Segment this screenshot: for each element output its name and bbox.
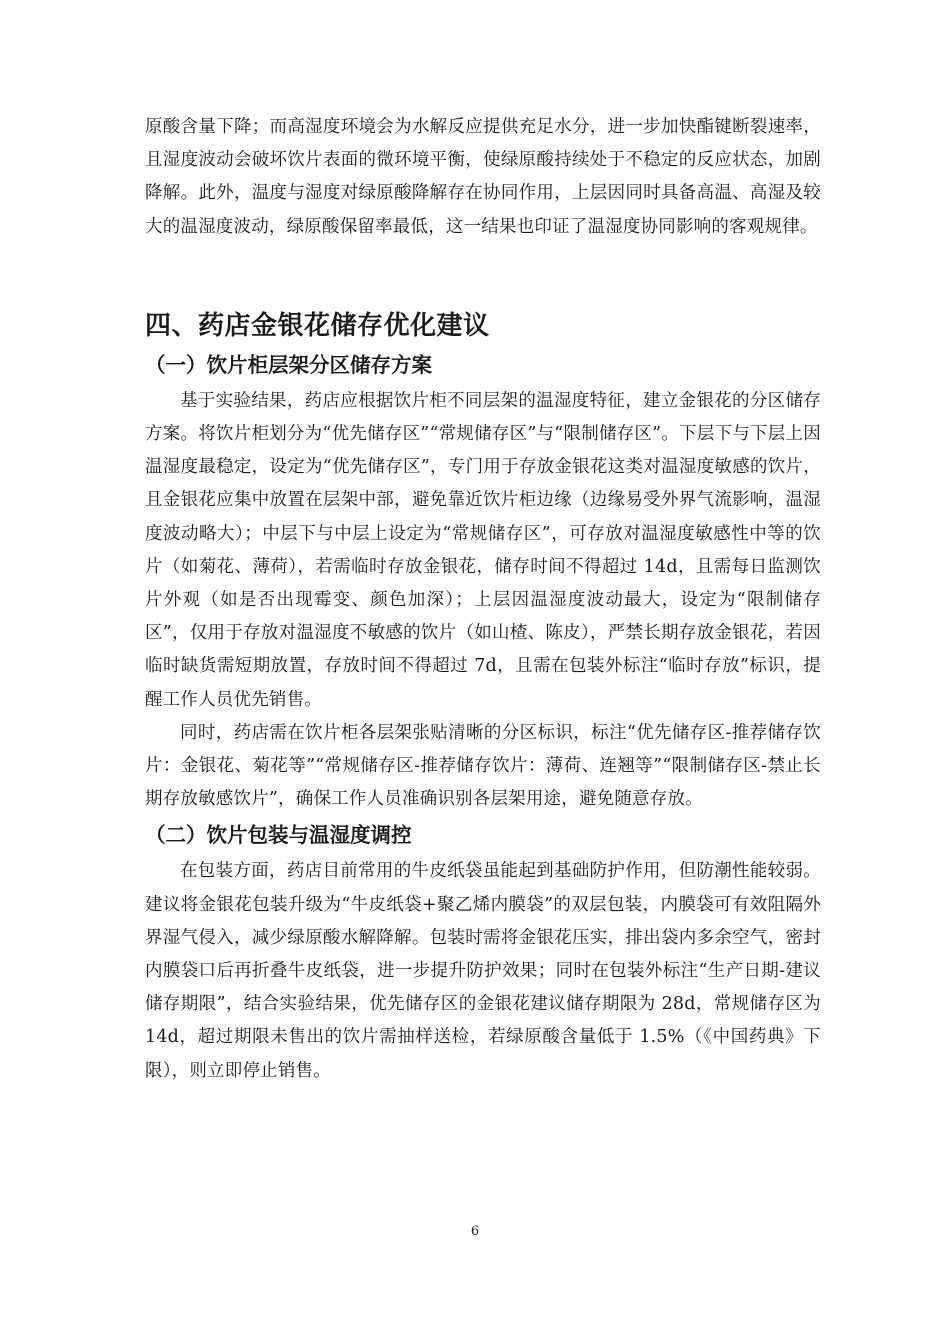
subsection-1-paragraph-2: 同时，药店需在饮片柜各层架张贴清晰的分区标识，标注“优先储存区-推荐储存饮片：金银花、菊花等”“常规储存区-推荐储存饮片：薄荷、连翘等”“限制储存区-禁止长期存放敏感饮片”，确保工作人员准确识别各层架用途，避免随意存放。 xyxy=(145,722,821,810)
subsection-title-2: （二）饮片包装与温湿度调控 xyxy=(145,823,412,848)
page-body xyxy=(145,111,821,1088)
subsection-2-paragraph-1: 在包装方面，药店目前常用的牛皮纸袋虽能起到基础防护作用，但防潮性能较弱。建议将金银花包装升级为“牛皮纸袋+聚乙烯内膜袋”的双层包装，内膜袋可有效阻隔外界湿气侵入，减少绿原酸水解降解。包装时需将金银花压实，排出袋内多余空气，密封内膜袋口后再折叠牛皮纸袋，进一步提升防护效果；同时在包装外标注“生产日期-建议储存期限”，结合实验结果，优先储存区的金银花建议储存期限为 28d，常规储存区为 14d，超过期限未售出的饮片需抽样送检，若绿原酸含量低于 1.5%（《中国药典》下限），则立即停止销售。 xyxy=(145,861,821,1081)
intro-paragraph: 原酸含量下降；而高湿度环境会为水解反应提供充足水分，进一步加快酯键断裂速率，且湿度波动会破坏饮片表面的微环境平衡，使绿原酸持续处于不稳定的反应状态，加剧降解。此外，温度与湿度对绿原酸降解存在协同作用，上层因同时具备高温、高湿及较大的温湿度波动，绿原酸保留率最低，这一结果也印证了温湿度协同影响的客观规律。 xyxy=(145,117,821,237)
section-title: 四、药店金银花储存优化建议 xyxy=(145,310,490,341)
subsection-1-paragraph-1: 基于实验结果，药店应根据饮片柜不同层架的温湿度特征，建立金银花的分区储存方案。将饮片柜划分为“优先储存区”“常规储存区”与“限制储存区”。下层下与下层上因温湿度最稳定，设定为“优先储存区”，专门用于存放金银花这类对温湿度敏感的饮片，且金银花应集中放置在层架中部，避免靠近饮片柜边缘（边缘易受外界气流影响，温湿度波动略大）；中层下与中层上设定为“常规储存区”，可存放对温湿度敏感性中等的饮片（如菊花、薄荷），若需临时存放金银花，储存时间不得超过 14d，且需每日监测饮片外观（如是否出现霉变、颜色加深）；上层因温湿度波动最大，设定为“限制储存区”，仅用于存放对温湿度不敏感的饮片（如山楂、陈皮），严禁长期存放金银花，若因临时缺货需短期放置，存放时间不得超过 7d，且需在包装外标注“临时存放”标识，提醒工作人员优先销售。 xyxy=(145,390,821,710)
page-number: 6 xyxy=(470,1224,480,1239)
subsection-title-1: （一）饮片柜层架分区储存方案 xyxy=(145,352,432,377)
